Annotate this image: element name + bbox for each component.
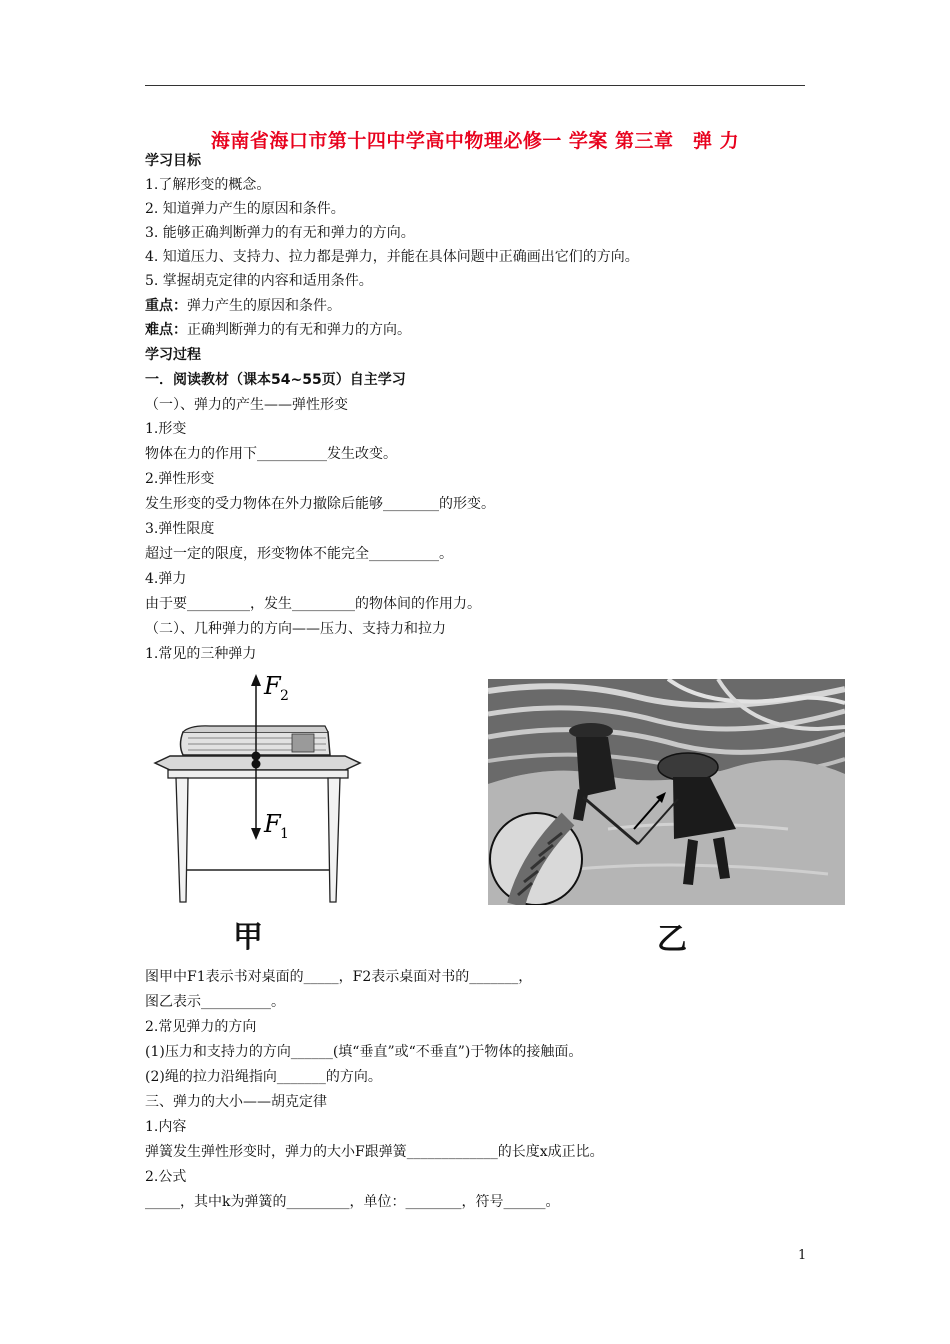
section1-heading: 一．阅读教材（课本54~55页）自主学习 — [145, 372, 406, 388]
figure-question-1: 图甲中F1表示书对桌面的_____，F2表示桌面对书的_______， — [145, 969, 533, 985]
formula-title: 2.公式 — [145, 1169, 187, 1185]
direction-item-1: (1)压力和支持力的方向______(填“垂直”或“不垂直”)于物体的接触面。 — [145, 1044, 583, 1060]
goal-item-3: 3. 能够正确判断弹力的有无和弹力的方向。 — [145, 225, 415, 241]
figure-caption-jia: 甲 — [233, 920, 263, 955]
difficulty-label: 难点： — [145, 322, 187, 338]
difficulty — [145, 321, 411, 339]
limit-title: 3.弹性限度 — [145, 521, 215, 537]
key-point-text: 弹力产生的原因和条件。 — [187, 298, 341, 314]
section3-heading: 三、弹力的大小——胡克定律 — [145, 1094, 327, 1110]
content-text: 弹簧发生弹性形变时，弹力的大小F跟弹簧_____________的长度x成正比。 — [145, 1144, 604, 1160]
figure-rope-photo — [488, 679, 845, 905]
page-number: 1 — [798, 1248, 807, 1263]
goal-item-2: 2. 知道弹力产生的原因和条件。 — [145, 201, 345, 217]
force-title: 4.弹力 — [145, 571, 187, 587]
direction-title: 2.常见弹力的方向 — [145, 1019, 257, 1035]
force-text: 由于要_________，发生_________的物体间的作用力。 — [145, 596, 481, 612]
header-rule — [145, 85, 805, 86]
content-title: 1.内容 — [145, 1119, 187, 1135]
figure-book-on-table — [150, 670, 365, 905]
difficulty-text: 正确判断弹力的有无和弹力的方向。 — [187, 322, 411, 338]
f1-label: F — [264, 810, 281, 838]
f2-subscript: 2 — [280, 688, 289, 704]
goal-item-5: 5. 掌握胡克定律的内容和适用条件。 — [145, 273, 373, 289]
limit-text: 超过一定的限度，形变物体不能完全__________。 — [145, 546, 453, 562]
goal-item-1: 1.了解形变的概念。 — [145, 177, 271, 193]
deformation-title: 1.形变 — [145, 421, 187, 437]
direction-item-2: (2)绳的拉力沿绳指向_______的方向。 — [145, 1069, 382, 1085]
deformation-text: 物体在力的作用下__________发生改变。 — [145, 446, 397, 462]
figure-question-2: 图乙表示__________。 — [145, 994, 285, 1010]
elastic-text: 发生形变的受力物体在外力撤除后能够________的形变。 — [145, 496, 495, 512]
goal-item-4: 4. 知道压力、支持力、拉力都是弹力，并能在具体问题中正确画出它们的方向。 — [145, 249, 639, 265]
page-title: 海南省海口市第十四中学高中物理必修一 学案 第三章 弹 力 — [210, 130, 740, 152]
elastic-title: 2.弹性形变 — [145, 471, 215, 487]
part2-heading: （二）、几种弹力的方向——压力、支持力和拉力 — [145, 621, 446, 637]
f1-subscript: 1 — [280, 826, 289, 842]
part1-heading: （一）、弹力的产生——弹性形变 — [145, 397, 348, 413]
key-point — [145, 297, 341, 315]
goals-heading: 学习目标 — [145, 153, 201, 169]
key-point-label: 重点： — [145, 298, 187, 314]
process-heading: 学习过程 — [145, 347, 201, 363]
f2-label: F — [264, 672, 281, 700]
formula-text: _____，其中k为弹簧的_________，单位：________，符号______。 — [145, 1194, 560, 1210]
figure-caption-yi: 乙 — [657, 922, 687, 957]
common-forces-title: 1.常见的三种弹力 — [145, 646, 257, 662]
